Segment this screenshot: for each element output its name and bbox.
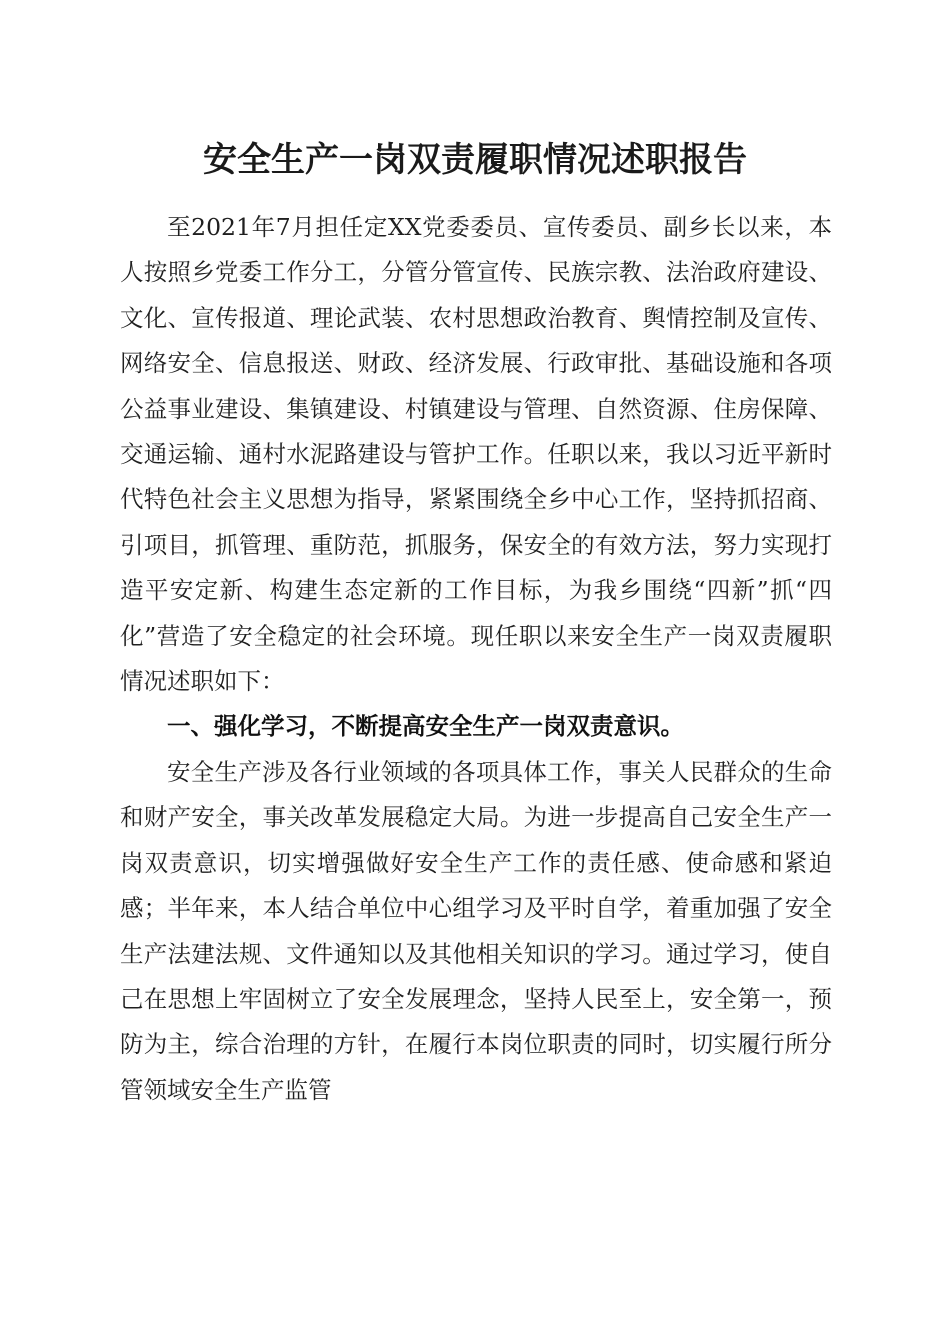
document-title: 安全生产一岗双责履职情况述职报告 bbox=[203, 140, 747, 180]
section-heading-1: 一、强化学习，不断提高安全生产一岗双责意识。 bbox=[167, 712, 684, 741]
body-paragraph-2: 安全生产涉及各行业领域的各项具体工作，事关人民群众的生命和财产安全，事关改革发展稳定大局。为进一步提高自己安全生产一岗双责意识，切实增强做好安全生产工作的责任感、使命感和紧迫感；半年来，本人结合单位中心组学习及平时自学，着重加强了安全生产法建法规、文件通知以及其他相关知识的学习。通过学习，使自己在思想上牢固树立了安全发展理念，坚持人民至上，安全第一，预防为主，综合治理的方针，在履行本岗位职责的同时，切实履行所分管领域安全生产监管 bbox=[120, 757, 832, 1104]
document-body bbox=[120, 205, 832, 1113]
body-paragraph-1: 至2021年7月担任定XX党委委员、宣传委员、副乡长以来，本人按照乡党委工作分工，分管分管宣传、民族宗教、法治政府建设、文化、宣传报道、理论武装、农村思想政治教育、舆情控制及宣传、网络安全、信息报送、财政、经济发展、行政审批、基础设施和各项公益事业建设、集镇建设、村镇建设与管理、自然资源、住房保障、交通运输、通村水泥路建设与管护工作。任职以来，我以习近平新时代特色社会主义思想为指导，紧紧围绕全乡中心工作，坚持抓招商、引项目，抓管理、重防范，抓服务，保安全的有效方法，努力实现打造平安定新、构建生态定新的工作目标，为我乡围绕“四新”抓“四化”营造了安全稳定的社会环境。现任职以来安全生产一岗双责履职情况述职如下： bbox=[120, 213, 832, 696]
